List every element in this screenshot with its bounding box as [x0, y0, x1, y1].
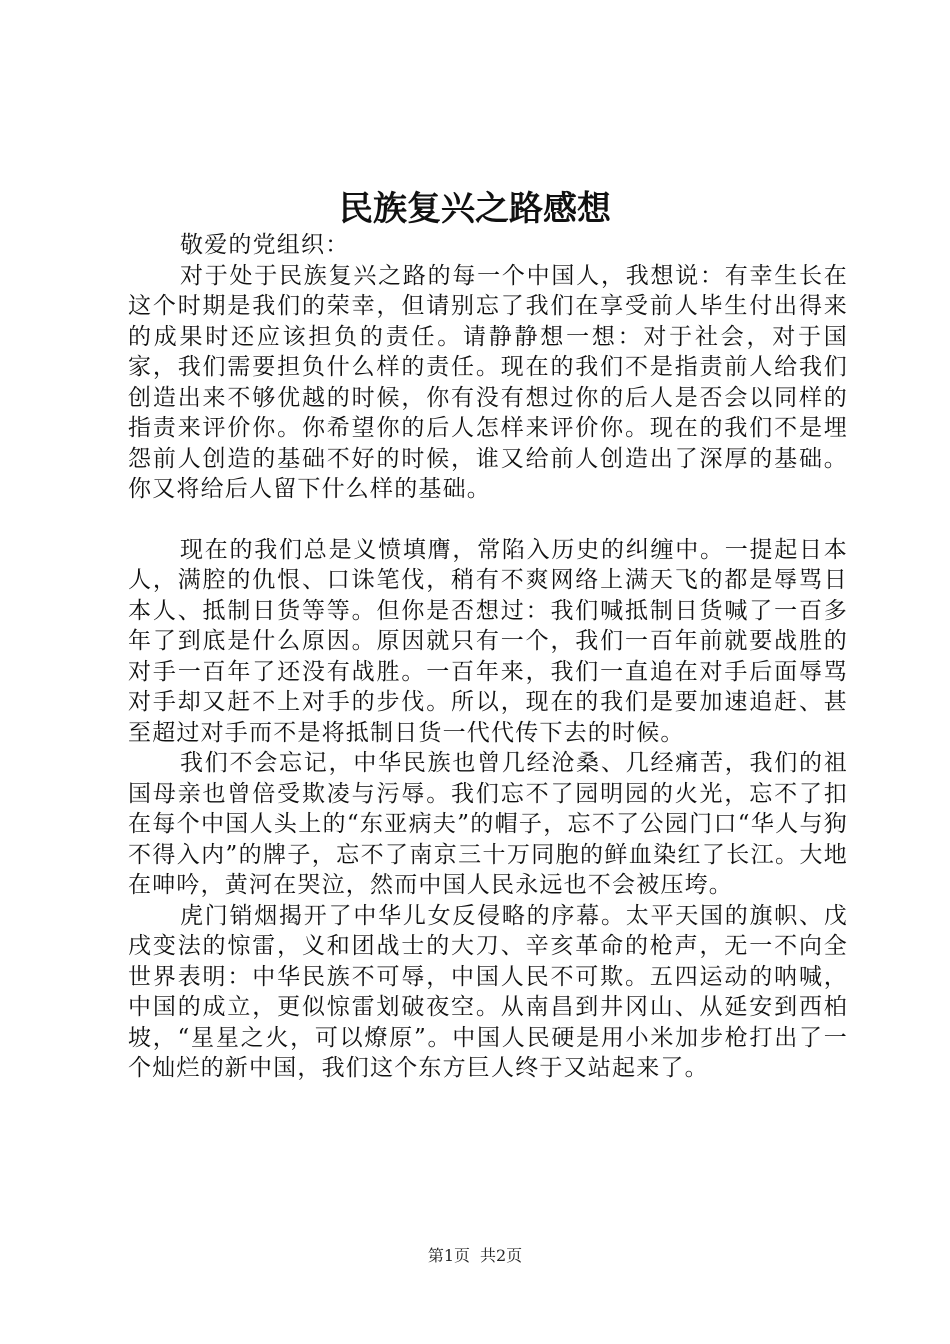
- paragraph-1: 对于处于民族复兴之路的每一个中国人，我想说：有幸生长在这个时期是我们的荣幸，但请别忘了我们在享受前人毕生付出得来的成果时还应该担负的责任。请静静想一想：对于社会，对于国家，我们需要担负什么样的责任。现在的我们不是指责前人给我们创造出来不够优越的时候，你有没有想过你的后人是否会以同样的指责来评价你。你希望你的后人怎样来评价你。现在的我们不是埋怨前人创造的基础不好的时候，谁又给前人创造出了深厚的基础。你又将给后人留下什么样的基础。: [128, 262, 848, 502]
- paragraph-4: 虎门销烟揭开了中华儿女反侵略的序幕。太平天国的旗帜、戊戌变法的惊雷，义和团战士的大刀、辛亥革命的枪声，无一不向全世界表明：中华民族不可辱，中国人民不可欺。五四运动的呐喊，中国的成立，更似惊雷划破夜空。从南昌到井冈山、从延安到西柏坡，“星星之火，可以燎原”。中国人民硬是用小米加步枪打出了一个灿烂的新中国，我们这个东方巨人终于又站起来了。: [128, 902, 848, 1081]
- page-number-total: 共2页: [480, 1246, 523, 1265]
- salutation: 敬爱的党组织：: [180, 232, 350, 258]
- page-footer: [0, 1246, 950, 1266]
- document-body: [128, 230, 848, 1084]
- paragraph-3: 我们不会忘记，中华民族也曾几经沧桑、几经痛苦，我们的祖国母亲也曾倍受欺凌与污辱。我们忘不了园明园的火光，忘不了扣在每个中国人头上的“东亚病夫”的帽子，忘不了公园门口“华人与狗不得入内”的牌子，忘不了南京三十万同胞的鲜血染红了长江。大地在呻吟，黄河在哭泣，然而中国人民永远也不会被压垮。: [128, 750, 848, 898]
- paragraph-2: 现在的我们总是义愤填膺，常陷入历史的纠缠中。一提起日本人，满腔的仇恨、口诛笔伐，稍有不爽网络上满天飞的都是辱骂日本人、抵制日货等等。但你是否想过：我们喊抵制日货喊了一百多年了到底是什么原因。原因就只有一个，我们一百年前就要战胜的对手一百年了还没有战胜。一百年来，我们一直追在对手后面辱骂对手却又赶不上对手的步伐。所以，现在的我们是要加速追赶、甚至超过对手而不是将抵制日货一代代传下去的时候。: [128, 536, 848, 746]
- page-number-current: 第1页: [427, 1246, 470, 1265]
- document-title: 民族复兴之路感想: [339, 189, 611, 229]
